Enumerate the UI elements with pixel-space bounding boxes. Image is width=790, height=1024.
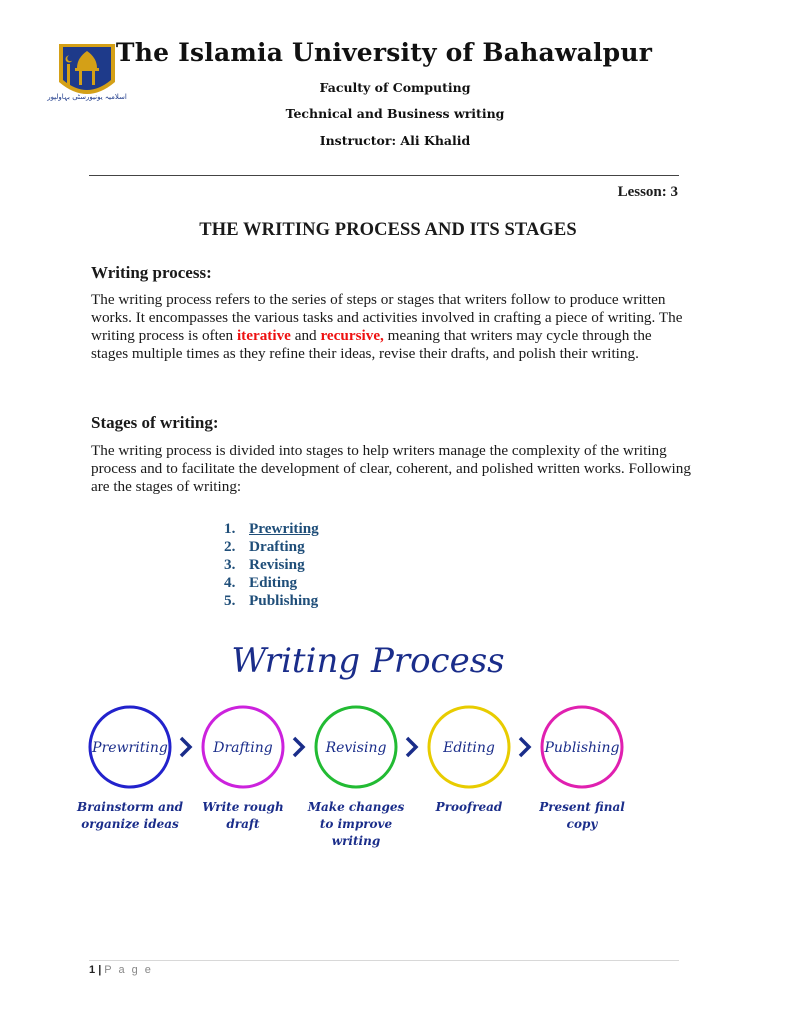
stages-list xyxy=(224,520,319,610)
section-heading-writing-process: Writing process: xyxy=(91,263,212,282)
list-item xyxy=(224,556,319,574)
step-description: Make changes xyxy=(307,800,405,814)
faculty-name: Faculty of Computing xyxy=(319,80,471,95)
step-label: Drafting xyxy=(213,740,273,756)
list-item xyxy=(224,574,319,592)
list-number: 4. xyxy=(224,574,236,591)
page-label: P a g e xyxy=(104,964,153,976)
stage-label: Drafting xyxy=(249,538,305,555)
step-description: organize ideas xyxy=(81,817,179,831)
step-label: Prewriting xyxy=(92,740,168,756)
highlight-iterative: iterative xyxy=(236,327,291,344)
stage-label: Revising xyxy=(249,556,305,573)
document-title: THE WRITING PROCESS AND ITS STAGES xyxy=(199,220,577,240)
list-number: 1. xyxy=(224,520,236,537)
highlight-recursive: recursive, xyxy=(320,327,384,344)
chevron-right-icon xyxy=(520,738,529,756)
chevron-right-icon xyxy=(407,738,416,756)
paragraph-text: The writing process refers to the series of steps or stages that writers follow to produce written works. It encompasses the various tasks and activities involved in crafting a piece of writing. The writing process is often xyxy=(91,291,683,344)
list-number: 2. xyxy=(224,538,236,555)
chevron-right-icon xyxy=(294,738,303,756)
page-footer xyxy=(89,964,153,976)
page-number: 1 xyxy=(89,964,96,976)
step-description: draft xyxy=(226,817,260,831)
section-heading-stages: Stages of writing: xyxy=(91,413,219,432)
university-name: The Islamia University of Bahawalpur xyxy=(115,38,653,67)
writing-process-paragraph xyxy=(91,291,691,363)
step-description: to improve xyxy=(319,817,393,831)
instructor-name: Instructor: Ali Khalid xyxy=(319,133,471,148)
paragraph-text: and xyxy=(290,327,321,344)
step-description: writing xyxy=(331,834,381,848)
list-number: 3. xyxy=(224,556,236,573)
list-item xyxy=(224,538,319,556)
svg-text:اسلامیہ یونیورسٹی بہاولپور: اسلامیہ یونیورسٹی بہاولپور xyxy=(47,93,127,101)
diagram-title: Writing Process xyxy=(231,641,505,681)
lesson-number: Lesson: 3 xyxy=(617,184,678,200)
stages-paragraph: The writing process is divided into stages to help writers manage the complexity of the writing process and to facilitate the development of clear, coherent, and polished written works. Following are the stages of writing: xyxy=(91,442,691,495)
course-name: Technical and Business writing xyxy=(285,106,505,121)
footer-divider xyxy=(89,960,679,961)
footer-separator: | xyxy=(98,964,102,976)
list-number: 5. xyxy=(224,592,236,609)
step-label: Revising xyxy=(325,740,387,756)
stage-label: Editing xyxy=(249,574,298,591)
step-description: Write rough xyxy=(202,800,284,814)
step-label: Editing xyxy=(443,740,495,756)
header-divider xyxy=(89,175,679,176)
step-description: Brainstorm and xyxy=(77,800,183,814)
stage-label: Publishing xyxy=(249,592,319,609)
step-label: Publishing xyxy=(544,740,620,756)
chevron-right-icon xyxy=(181,738,190,756)
list-item[interactable] xyxy=(224,520,319,538)
step-description: Present final xyxy=(539,800,625,814)
paragraph-text: meaning that writers may cycle through the stages multiple times as they refine their ideas, revise their drafts, and polish their writing. xyxy=(91,327,652,362)
writing-process-diagram xyxy=(77,630,700,870)
step-description: Proofread xyxy=(435,800,503,814)
stage-link-prewriting[interactable]: Prewriting xyxy=(249,520,319,537)
list-item xyxy=(224,592,319,610)
step-description: copy xyxy=(566,817,598,831)
